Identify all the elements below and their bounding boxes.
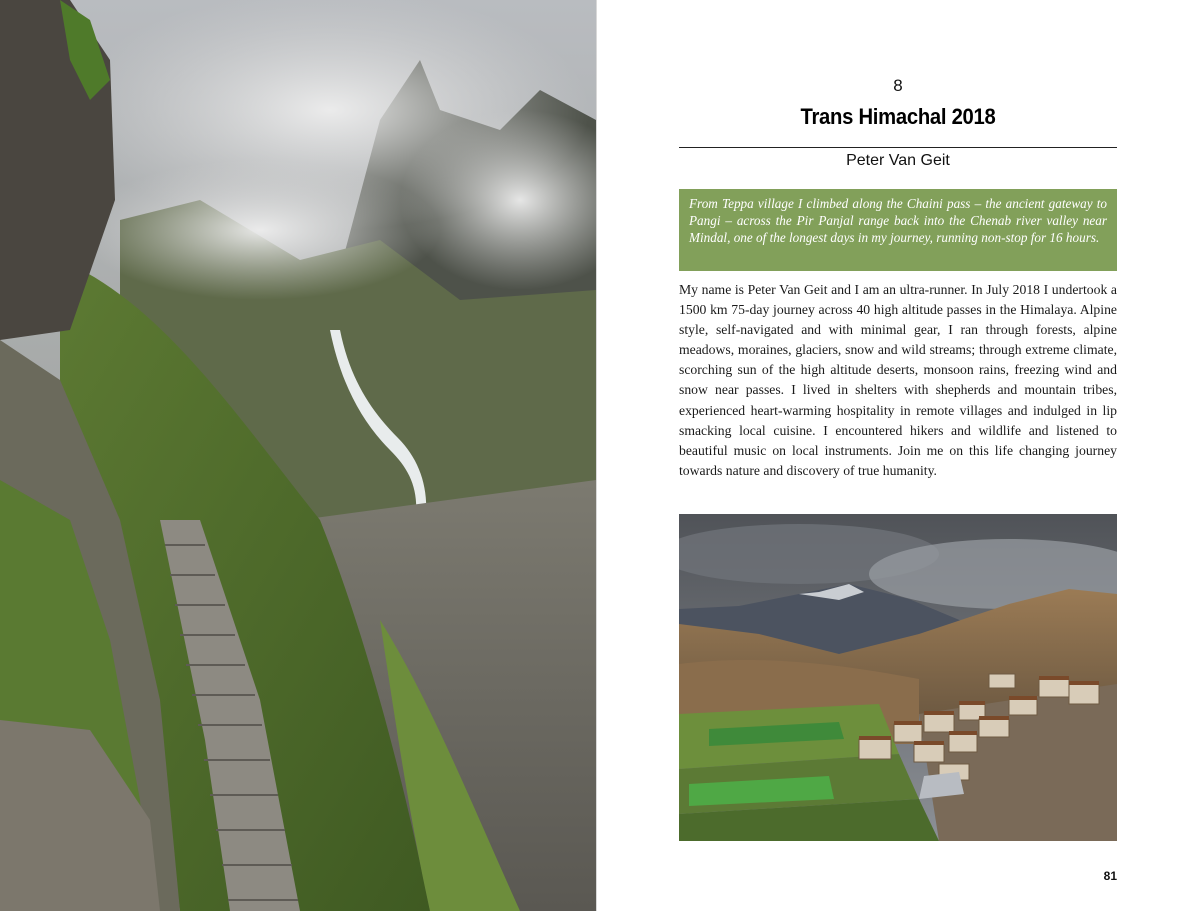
intro-callout — [679, 189, 1117, 271]
page-number: 81 — [1103, 869, 1117, 883]
title-divider — [679, 147, 1117, 148]
body-paragraph: My name is Peter Van Geit and I am an ultra-runner. In July 2018 I undertook a 1500 km 75-day journey across 40 high altitude passes in the Himalaya. Alpine style, self-navigated and with minimal gear, I ran through forests, alpine meadows, moraines, glaciers, snow and wild streams; through extreme climate, scorching sun of the high altitude deserts, monsoon rains, freezing wind and snow near passes. I lived in shelters with shepherds and mountain tribes, experienced heart-warming hospitality in remote villages and indulged in lip smacking local cuisine. I encountered hikers and wildlife and listened to beautiful music on local instruments. Join me on this life changing journey towards nature and discovery of true humanity. — [679, 282, 1117, 478]
village-photo — [679, 514, 1117, 841]
intro-text: From Teppa village I climbed along the Chaini pass – the ancient gateway to Pangi – across the Pir Panjal range back into the Chenab river valley near Mindal, one of the longest days in my journey, running non-stop for 16 hours. — [689, 196, 1107, 246]
village-illustration — [679, 514, 1117, 841]
chapter-author: Peter Van Geit — [846, 152, 950, 169]
chapter-title: Trans Himachal 2018 — [800, 104, 996, 129]
chapter-number: 8 — [893, 76, 903, 95]
text-page — [597, 0, 1186, 911]
